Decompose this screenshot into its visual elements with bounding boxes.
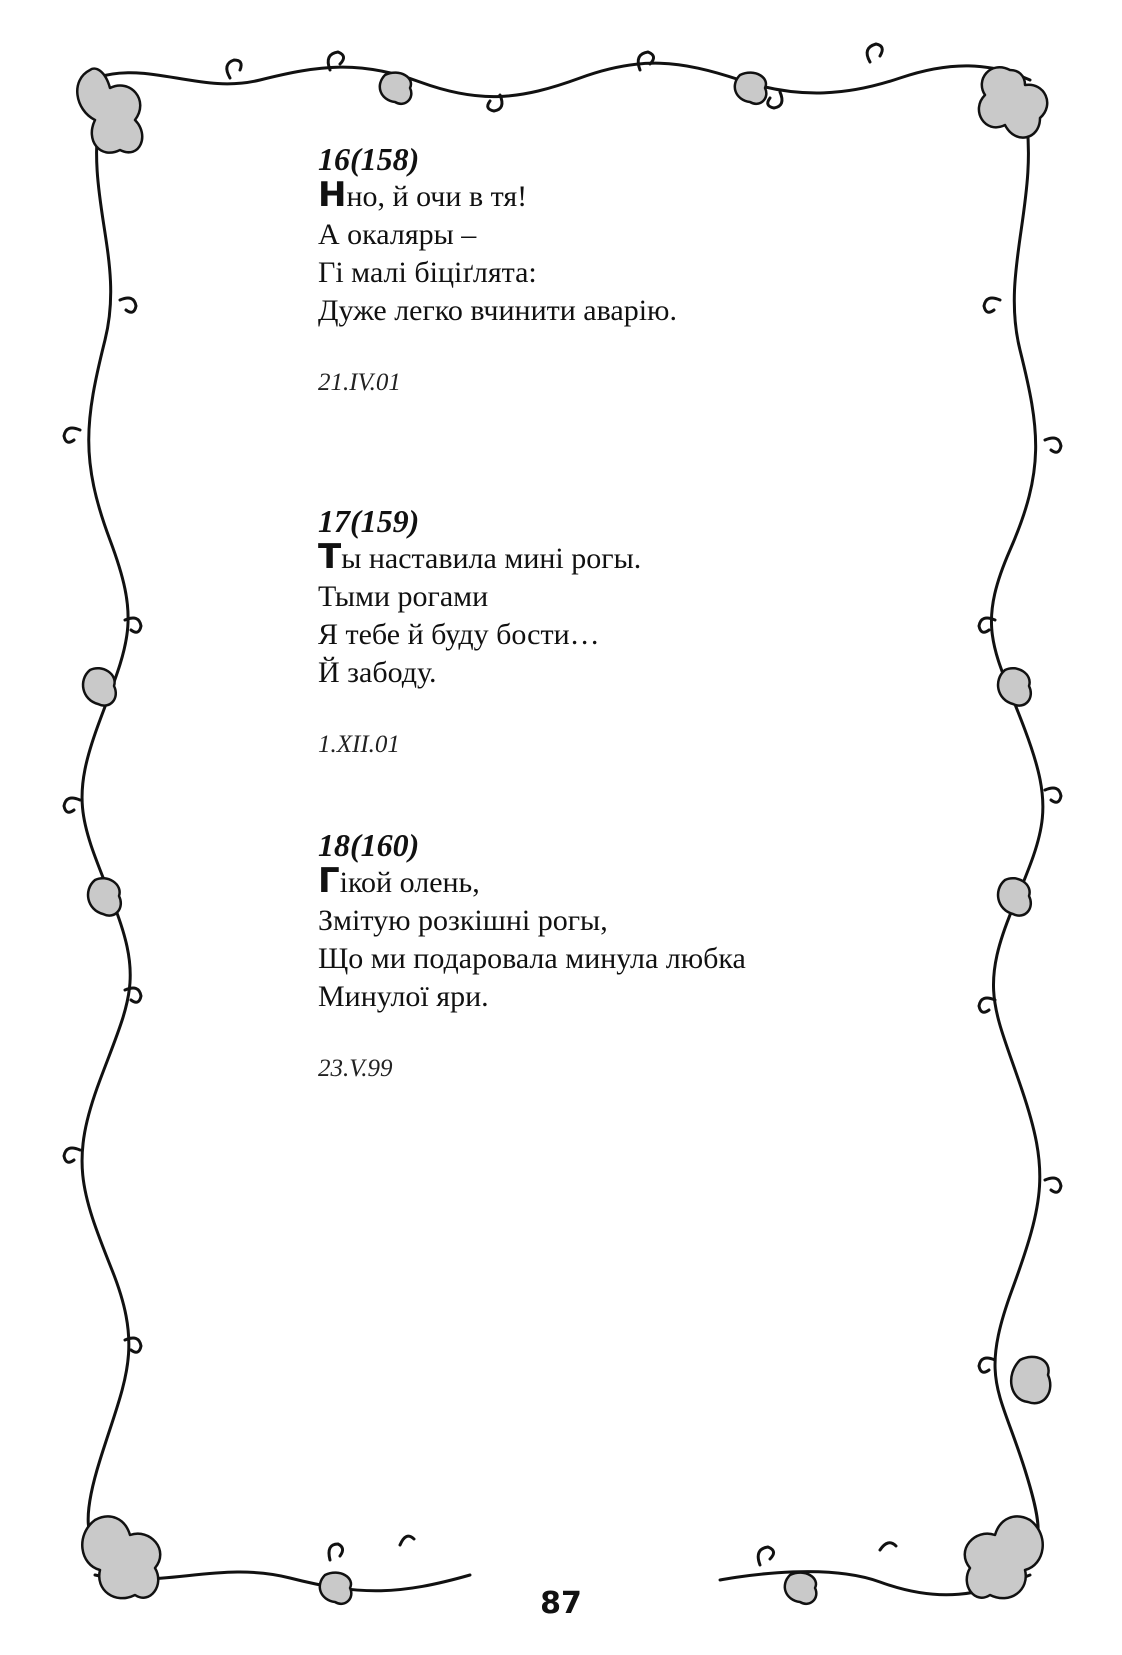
page-number: 87 [540, 1586, 582, 1621]
poem-date: 23.V.99 [318, 1055, 393, 1082]
right-vine [991, 110, 1042, 1575]
leaf-top-left [77, 69, 142, 153]
poem-line-text: ікой олень, [339, 866, 480, 899]
poem-date: 1.XII.01 [318, 731, 400, 758]
leaf-top-center [380, 73, 412, 104]
leaf-right-low [1011, 1357, 1050, 1403]
poem-16 [318, 140, 677, 398]
poem-number: 18(160) [318, 827, 420, 863]
poem-lines [318, 175, 677, 330]
drop-initial: Н [318, 175, 347, 215]
poem-date: 21.IV.01 [318, 369, 401, 396]
leaf-top-right [979, 67, 1047, 137]
left-vine [82, 110, 130, 1575]
poem-line-text: ы наставила мині рогы. [341, 542, 642, 575]
poem-line: Й забоду. [318, 656, 437, 689]
poem-line: Тыми рогами [318, 580, 489, 613]
top-vine [95, 63, 1030, 96]
poem-line: А окаляры – [318, 218, 477, 251]
poem-lines [318, 861, 746, 1016]
leaf-left-mid-2 [88, 878, 121, 915]
poem-line: Що ми подаровала минула любка [318, 942, 746, 975]
poem-line: Я тебе й буду бости… [318, 618, 600, 651]
poem-line: Минулої яри. [318, 980, 489, 1013]
poem-line [318, 861, 746, 902]
poem-18 [318, 826, 746, 1084]
poem-line [318, 175, 677, 216]
poem-number: 17(159) [318, 503, 420, 539]
leaf-top-center-right [735, 73, 767, 104]
poem-number: 16(158) [318, 141, 420, 177]
poem-line: Дуже легко вчинити аварію. [318, 294, 677, 327]
poem-line [318, 537, 642, 578]
poem-line: Гі малі біціґлята: [318, 256, 537, 289]
poem-lines [318, 537, 642, 692]
poem-line-text: но, й очи в тя! [346, 180, 528, 213]
drop-initial: Т [318, 537, 342, 577]
poem-line: Змітую розкішні рогы, [318, 904, 608, 937]
poem-17 [318, 502, 641, 760]
leaf-right-mid-2 [998, 878, 1031, 915]
drop-initial: Г [318, 861, 340, 901]
leaf-left-mid-1 [83, 668, 116, 705]
leaf-right-mid-1 [998, 668, 1031, 705]
